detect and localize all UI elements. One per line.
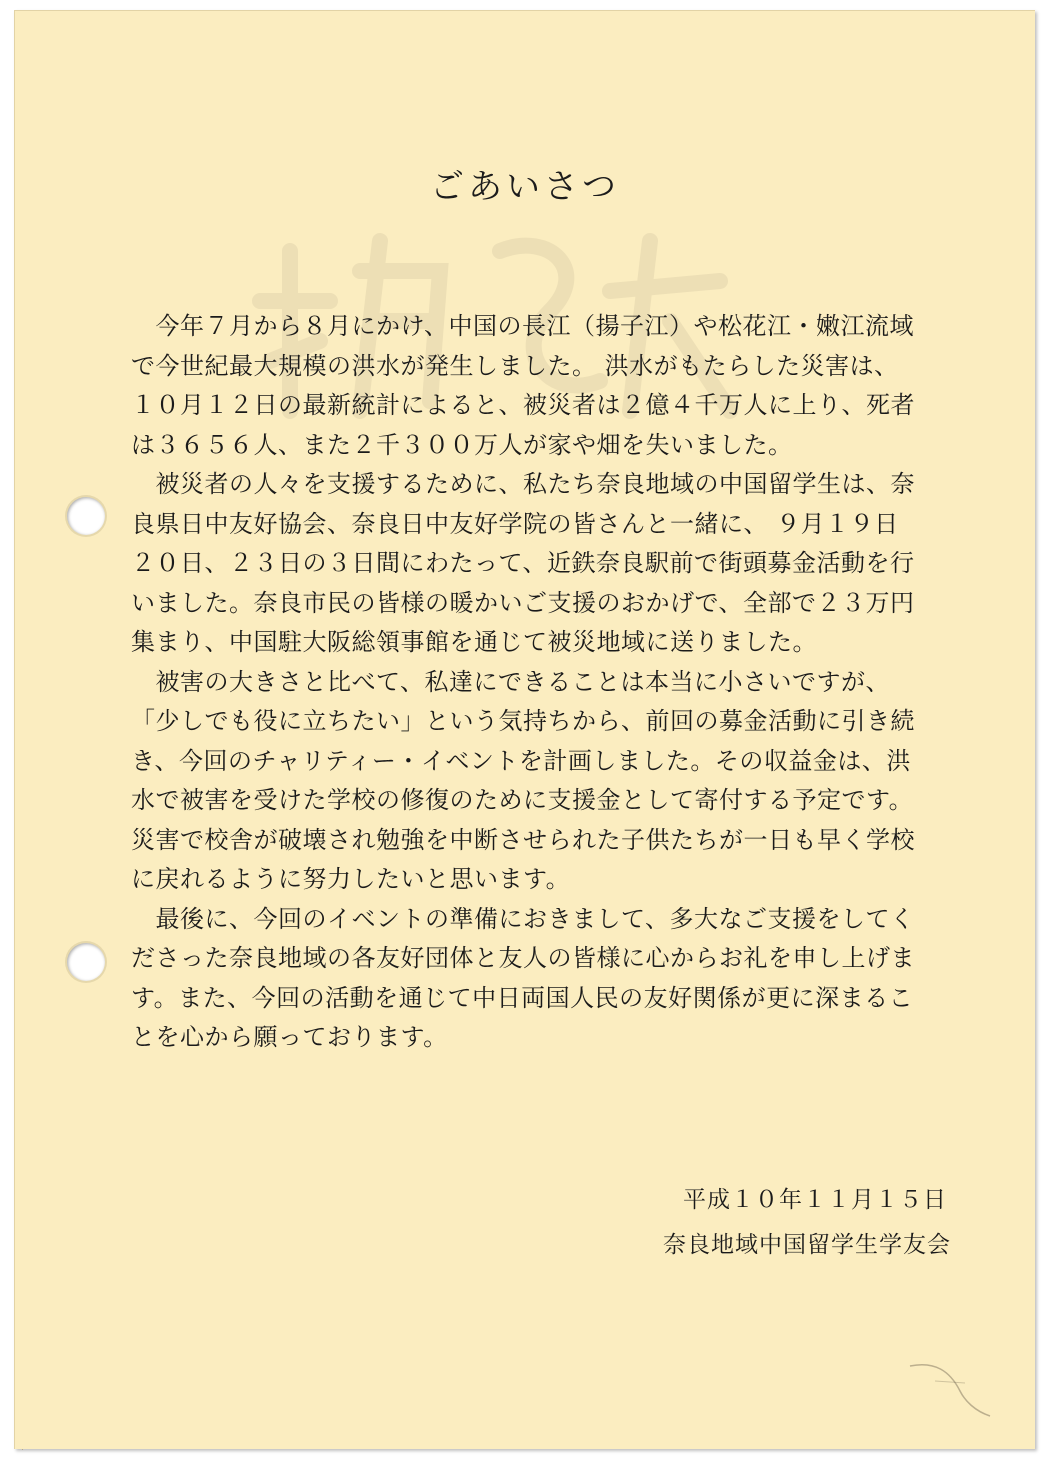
paper-crease-mark xyxy=(905,1361,995,1421)
punch-hole xyxy=(67,497,105,535)
body-line: 被害の大きさと比べて、私達にできることは本当に小さいですが、 xyxy=(131,667,891,696)
body-line: ださった奈良地域の各友好団体と友人の皆様に心からお礼を申し上げま xyxy=(131,944,915,972)
body-line: す。また、今回の活動を通じて中日両国人民の友好関係が更に深まるこ xyxy=(131,983,914,1012)
body-line: 水で被害を受けた学校の修復のために支援金として寄付する予定です。 xyxy=(131,786,914,814)
letter-body xyxy=(131,307,949,1058)
letter-signature-organization: 奈良地域中国留学生学友会 xyxy=(663,1232,951,1258)
letter-page xyxy=(14,10,1035,1449)
body-line: 集まり、中国駐大阪総領事館を通じて被災地域に送りました。 xyxy=(131,628,817,656)
page-title: ごあいさつ xyxy=(430,167,620,207)
body-line: 良県日中友好協会、奈良日中友好学院の皆さんと一緒に、 ９月１９日 xyxy=(131,509,899,538)
punch-hole xyxy=(67,943,105,981)
body-line: とを心から願っております。 xyxy=(131,1023,448,1051)
body-line: ２０日、２３日の３日間にわたって、近鉄奈良駅前で街頭募金活動を行 xyxy=(131,549,915,577)
body-line: 「少しでも役に立ちたい」という気持ちから、前回の募金活動に引き続 xyxy=(131,707,915,735)
body-line: に戻れるように努力したいと思います。 xyxy=(131,865,571,893)
body-line: 最後に、今回のイベントの準備におきまして、多大なご支援をしてく xyxy=(131,904,915,933)
body-line: き、今回のチャリティー・イベントを計画しました。その収益金は、洪 xyxy=(131,746,911,775)
body-line: 被災者の人々を支援するために、私たち奈良地域の中国留学生は、奈 xyxy=(131,470,915,498)
letter-date: 平成１０年１１月１５日 xyxy=(683,1187,947,1213)
body-line: で今世紀最大規模の洪水が発生しました。 洪水がもたらした災害は、 xyxy=(131,351,899,380)
body-line: １０月１２日の最新統計によると、被災者は２億４千万人に上り、死者 xyxy=(131,391,915,419)
body-line: 今年７月から８月にかけ、中国の長江（揚子江）や松花江・嫩江流域 xyxy=(131,312,915,340)
body-line: は３６５６人、また２千３００万人が家や畑を失いました。 xyxy=(131,430,793,459)
body-line: 災害で校舎が破壊され勉強を中断させられた子供たちが一日も早く学校 xyxy=(131,825,915,854)
body-line: いました。奈良市民の皆様の暖かいご支援のおかげで、全部で２３万円 xyxy=(131,588,915,617)
